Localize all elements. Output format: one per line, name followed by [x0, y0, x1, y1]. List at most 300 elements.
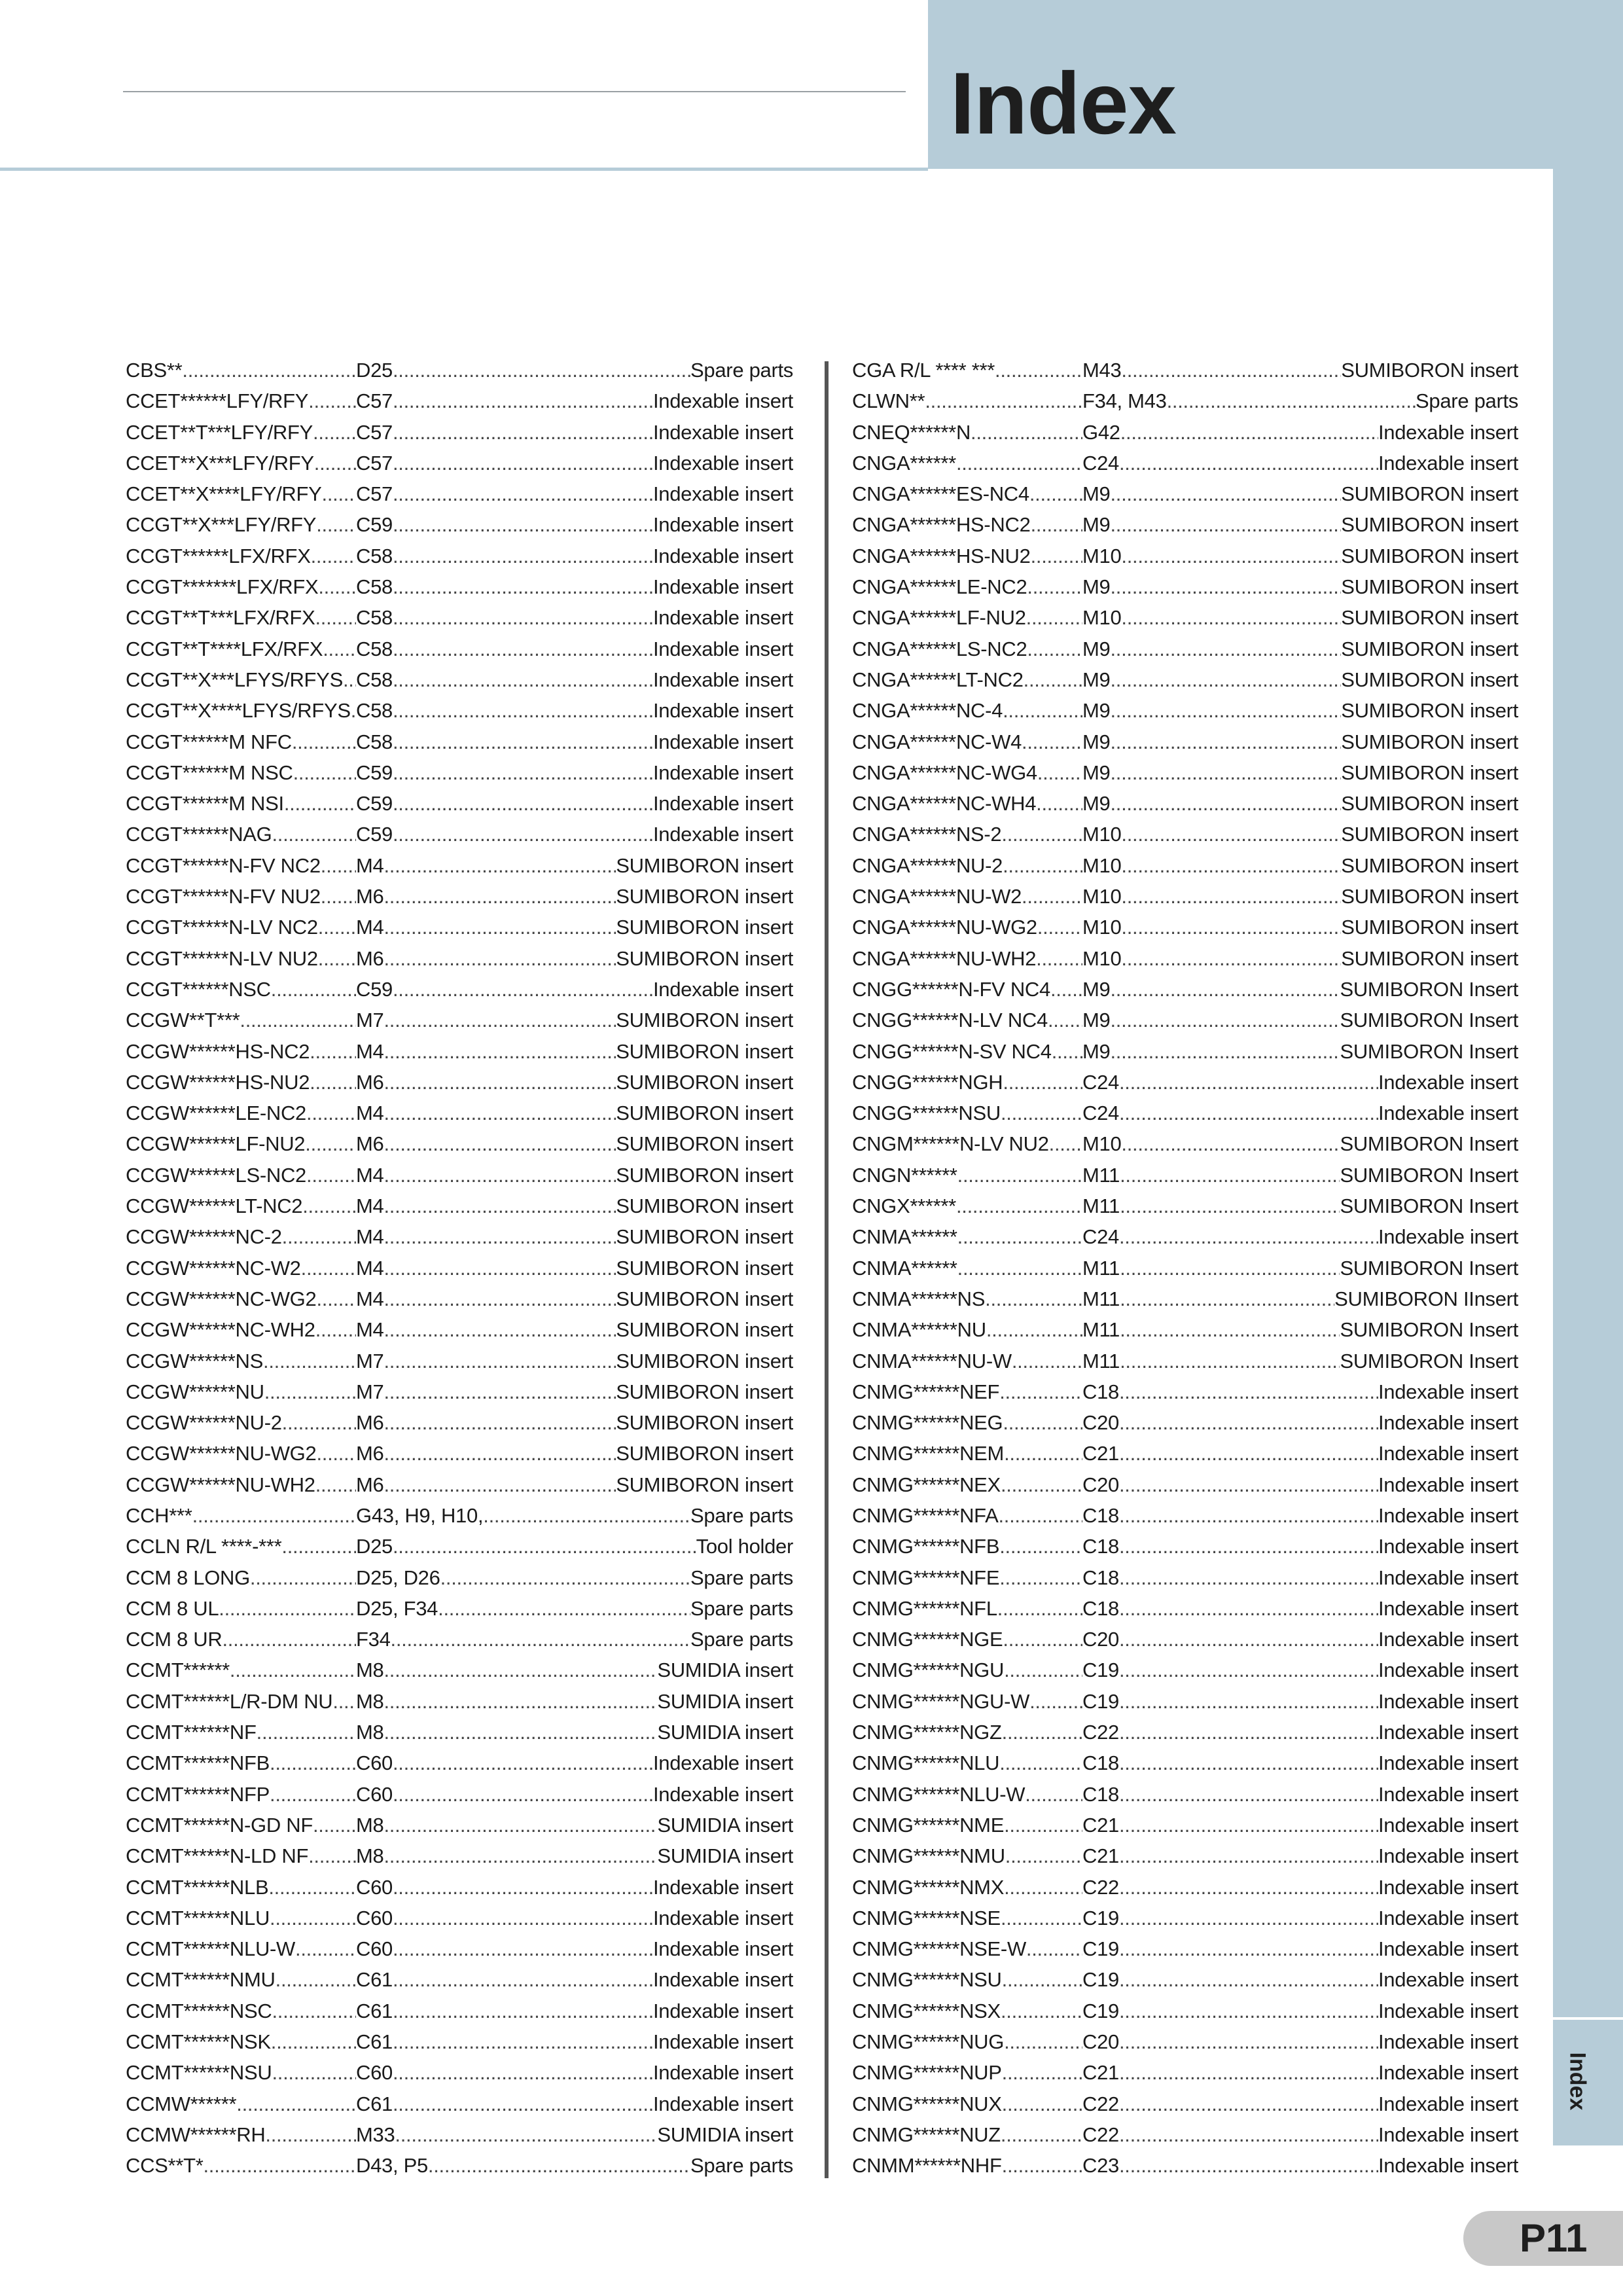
entry-page-ref[interactable]: C60 [356, 2061, 393, 2085]
entry-code-cell [126, 513, 356, 537]
leader-dots [1004, 1814, 1082, 1837]
entry-category: SUMIBORON insert [1341, 544, 1518, 567]
entry-category: Indexable insert [652, 699, 793, 723]
leader-dots [383, 885, 616, 908]
leader-dots [308, 389, 356, 413]
entry-page-ref[interactable]: M10 [1082, 1132, 1122, 1156]
entry-page-ref[interactable]: C24 [1082, 1070, 1119, 1094]
entry-page-ref[interactable]: C60 [356, 1782, 393, 1806]
entry-code: CNGA****** [852, 451, 956, 475]
entry-code: CNMG******NEG [852, 1411, 1003, 1435]
entry-category: Indexable insert [652, 2092, 793, 2115]
entry-page-ref[interactable]: M10 [1082, 823, 1122, 846]
index-entry [126, 1287, 793, 1318]
entry-page-ref[interactable]: M4 [356, 1102, 384, 1125]
index-entry [852, 730, 1518, 761]
entry-page-ref[interactable]: M6 [356, 885, 384, 908]
entry-page-ref[interactable]: C24 [1082, 1102, 1119, 1125]
index-entry [852, 545, 1518, 575]
index-entry [126, 2061, 793, 2092]
entry-page-ref[interactable]: M10 [1082, 853, 1122, 877]
entry-page-ref[interactable]: C18 [1082, 1596, 1119, 1620]
entry-code-cell [852, 1907, 1082, 1930]
entry-page-ref[interactable]: M9 [1082, 668, 1111, 691]
entry-code-cell [852, 1968, 1082, 1992]
entry-category: SUMIBORON insert [616, 1163, 793, 1187]
entry-category: SUMIBORON insert [616, 1349, 793, 1372]
entry-page-ref[interactable]: C57 [356, 482, 393, 506]
leader-dots [250, 1566, 356, 1590]
entry-page-ref[interactable]: M9 [1082, 761, 1111, 784]
entry-page-ref[interactable]: D25 [356, 359, 393, 382]
entry-code: CCGW******NC-2 [126, 1225, 282, 1249]
entry-page-ref[interactable]: M10 [1082, 916, 1122, 939]
entry-page-ref[interactable]: C19 [1082, 1689, 1119, 1713]
entry-page-ref[interactable]: M4 [356, 1225, 384, 1249]
entry-category: Indexable insert [1378, 1535, 1518, 1558]
entry-code: CGA R/L **** *** [852, 359, 995, 382]
leader-dots [957, 1164, 1082, 1187]
entry-page-ref[interactable]: C59 [356, 792, 393, 816]
entry-page-ref[interactable]: M43 [1082, 359, 1122, 382]
entry-page-ref[interactable]: M4 [356, 1318, 384, 1342]
entry-page-ref[interactable]: C18 [1082, 1535, 1119, 1558]
entry-page-ref[interactable]: C19 [1082, 1906, 1119, 1929]
entry-category: SUMIBORON insert [616, 1102, 793, 1125]
entry-category: SUMIBORON Insert [1340, 1318, 1518, 1342]
index-entry [126, 854, 793, 885]
entry-page-ref[interactable]: M8 [356, 1721, 384, 1744]
entry-category: Spare parts [690, 359, 793, 382]
entry-code: CCMW******RH [126, 2123, 266, 2146]
entry-code: CCGT**T***LFX/RFX [126, 606, 315, 630]
entry-page-ref[interactable]: M11 [1082, 1318, 1120, 1342]
entry-page-ref[interactable]: C18 [1082, 1782, 1119, 1806]
entry-code-cell [852, 1751, 1082, 1775]
entry-page-ref[interactable]: C61 [356, 2030, 393, 2054]
entry-category: Indexable insert [1378, 2154, 1518, 2178]
leader-dots [306, 1164, 356, 1187]
entry-code-cell [126, 1844, 356, 1868]
entry-page-ref[interactable]: C58 [356, 637, 393, 660]
entry-code: CCGW******NC-WG2 [126, 1287, 317, 1310]
leader-dots [1110, 637, 1341, 661]
entry-code-cell [126, 668, 356, 692]
entry-page-ref[interactable]: C58 [356, 606, 393, 630]
leader-dots [985, 1287, 1082, 1311]
leader-dots [383, 1102, 616, 1125]
entry-page-ref[interactable]: G43, H9, H10, [356, 1503, 484, 1527]
entry-page-ref[interactable]: M9 [1082, 977, 1111, 1001]
entry-category: Indexable insert [652, 2030, 793, 2054]
entry-page-ref[interactable]: F34, M43 [1082, 389, 1167, 413]
leader-dots [1119, 2030, 1378, 2054]
entry-category: SUMIBORON insert [1341, 916, 1518, 939]
entry-category: Indexable insert [652, 389, 793, 413]
leader-dots [393, 761, 653, 785]
entry-page-ref[interactable]: C21 [1082, 1442, 1119, 1465]
leader-dots [1120, 1350, 1340, 1373]
leader-dots [1119, 1783, 1378, 1806]
entry-code-cell [852, 1473, 1082, 1497]
entry-page-ref[interactable]: M8 [356, 1689, 384, 1713]
entry-page-ref[interactable]: C19 [1082, 1999, 1119, 2022]
entry-page-ref[interactable]: C60 [356, 1751, 393, 1775]
entry-category: Indexable insert [1378, 2061, 1518, 2085]
entry-code: CCGW******HS-NC2 [126, 1039, 310, 1063]
entry-category: Indexable insert [1378, 420, 1518, 444]
entry-page-ref[interactable]: M4 [356, 1039, 384, 1063]
entry-code-cell [126, 2092, 356, 2116]
index-entry [852, 947, 1518, 978]
entry-page-ref[interactable]: M9 [1082, 1039, 1111, 1063]
entry-page-ref[interactable]: M7 [356, 1349, 384, 1372]
entry-category: Indexable insert [652, 420, 793, 444]
entry-category: SUMIBORON Insert [1340, 1256, 1518, 1280]
leader-dots [440, 1566, 690, 1590]
leader-dots [383, 1814, 657, 1837]
entry-page-ref[interactable]: M11 [1082, 1287, 1120, 1310]
entry-page-ref[interactable]: C58 [356, 699, 393, 723]
entry-category: SUMIBORON Insert [1340, 1194, 1518, 1218]
entry-page-ref[interactable]: C59 [356, 513, 393, 537]
entry-page-ref[interactable]: D43, P5 [356, 2154, 428, 2178]
leader-dots [393, 359, 690, 382]
leader-dots [383, 947, 616, 971]
leader-dots [393, 2030, 653, 2054]
entry-page-ref[interactable]: D25, D26 [356, 1566, 440, 1589]
entry-code: CCGW******NU-2 [126, 1411, 282, 1435]
entry-code-cell [852, 1132, 1082, 1156]
entry-page-ref[interactable]: C18 [1082, 1751, 1119, 1775]
entry-page-ref[interactable]: C21 [1082, 1844, 1119, 1868]
entry-page-ref[interactable]: M9 [1082, 1009, 1111, 1032]
entry-page-ref[interactable]: C58 [356, 668, 393, 691]
leader-dots [393, 2000, 653, 2023]
entry-code: CCGT******M NFC [126, 730, 292, 753]
page-number: P11 [1520, 2216, 1588, 2260]
entry-page-ref[interactable]: M9 [1082, 637, 1111, 660]
entry-page-ref[interactable]: M6 [356, 946, 384, 970]
entry-category: Indexable insert [652, 792, 793, 816]
entry-page-ref[interactable]: C22 [1082, 1721, 1119, 1744]
entry-code: CNMG******NFB [852, 1535, 1000, 1558]
entry-page-ref[interactable]: M6 [356, 1070, 384, 1094]
entry-page-ref[interactable]: C22 [1082, 2092, 1119, 2115]
entry-page-ref[interactable]: C61 [356, 2092, 393, 2115]
entry-page-ref[interactable]: C60 [356, 1875, 393, 1899]
entry-page-ref[interactable]: C20 [1082, 1628, 1119, 1651]
leader-dots [1119, 1102, 1378, 1125]
entry-page-ref[interactable]: C57 [356, 389, 393, 413]
leader-dots [1121, 359, 1341, 382]
index-entry [126, 482, 793, 513]
index-entry [852, 1937, 1518, 1968]
entry-category: Indexable insert [1378, 2092, 1518, 2115]
index-entry [126, 1814, 793, 1844]
entry-category: SUMIBORON Insert [1340, 977, 1518, 1001]
entry-code: CNMA****** [852, 1256, 957, 1280]
entry-page-ref[interactable]: C59 [356, 761, 393, 784]
leader-dots [1031, 513, 1082, 537]
leader-dots [292, 730, 356, 754]
leader-dots [270, 1783, 356, 1806]
leader-dots [1119, 1751, 1378, 1775]
leader-dots [383, 1411, 616, 1435]
entry-page-ref[interactable]: M33 [356, 2123, 395, 2146]
entry-page-ref[interactable]: C57 [356, 420, 393, 444]
leader-dots [383, 1380, 616, 1404]
entry-code-cell [852, 1040, 1082, 1064]
entry-page-ref[interactable]: C18 [1082, 1380, 1119, 1403]
entry-code-cell [126, 1504, 356, 1528]
entry-page-ref[interactable]: C19 [1082, 1659, 1119, 1682]
leader-dots [1022, 730, 1082, 754]
index-entry [126, 1164, 793, 1194]
entry-page-ref[interactable]: M8 [356, 1813, 384, 1837]
leader-dots [1049, 1132, 1082, 1156]
entry-code-cell [126, 1071, 356, 1094]
entry-category: SUMIBORON insert [1341, 359, 1518, 382]
entry-page-ref[interactable]: D25 [356, 1535, 393, 1558]
entry-page-ref[interactable]: M4 [356, 1194, 384, 1218]
index-entry [852, 452, 1518, 482]
entry-code: CCGT******M NSC [126, 761, 293, 784]
entry-code: CCGW******HS-NU2 [126, 1070, 310, 1094]
index-entry [126, 389, 793, 420]
leader-dots [438, 1597, 690, 1621]
leader-dots [383, 1690, 657, 1713]
leader-dots [257, 1721, 356, 1744]
index-entry [852, 421, 1518, 452]
entry-code-cell [126, 637, 356, 661]
entry-page-ref[interactable]: C58 [356, 575, 393, 599]
entry-page-ref[interactable]: C18 [1082, 1503, 1119, 1527]
leader-dots [302, 1194, 356, 1218]
leader-dots [1050, 978, 1082, 1001]
entry-page-ref[interactable]: C22 [1082, 1875, 1119, 1899]
entry-page-ref[interactable]: M10 [1082, 885, 1122, 908]
index-entry [852, 699, 1518, 730]
index-entry [126, 1350, 793, 1380]
entry-page-ref[interactable]: C60 [356, 1906, 393, 1929]
entry-code-cell [126, 1473, 356, 1497]
leader-dots [1004, 2030, 1082, 2054]
entry-page-ref[interactable]: M7 [356, 1380, 384, 1403]
entry-code-cell [126, 482, 356, 506]
entry-page-ref[interactable]: C59 [356, 823, 393, 846]
entry-code-cell [126, 2154, 356, 2178]
entry-page-ref[interactable]: M8 [356, 1659, 384, 1682]
entry-page-ref[interactable]: C21 [1082, 1813, 1119, 1837]
leader-dots [1052, 1040, 1082, 1064]
index-entry [126, 668, 793, 699]
entry-page-ref[interactable]: C58 [356, 730, 393, 753]
entry-page-ref[interactable]: M9 [1082, 792, 1111, 816]
entry-page-ref[interactable]: M7 [356, 1009, 384, 1032]
entry-page-ref[interactable]: C60 [356, 1937, 393, 1961]
index-entry [852, 1844, 1518, 1875]
leader-dots [997, 1597, 1082, 1621]
entry-code: CCGW******LF-NU2 [126, 1132, 306, 1156]
entry-page-ref[interactable]: M6 [356, 1442, 384, 1465]
entry-page-ref[interactable]: C20 [1082, 1411, 1119, 1435]
entry-page-ref[interactable]: M9 [1082, 730, 1111, 753]
entry-code-cell [126, 885, 356, 908]
entry-code-cell [126, 1164, 356, 1187]
entry-code: CNMG******NLU [852, 1751, 1000, 1775]
index-entry [126, 1968, 793, 1999]
leader-dots [1110, 792, 1341, 816]
title-rule [123, 91, 906, 92]
leader-dots [1119, 1380, 1378, 1404]
index-entry [126, 730, 793, 761]
entry-page-ref[interactable]: C58 [356, 544, 393, 567]
index-entry [126, 1597, 793, 1628]
entry-page-ref[interactable]: C61 [356, 1968, 393, 1992]
leader-dots [1110, 575, 1341, 599]
entry-code-cell [852, 1535, 1082, 1558]
entry-page-ref[interactable]: C21 [1082, 2061, 1119, 2085]
entry-category: SUMIDIA insert [657, 1689, 793, 1713]
entry-code-cell [126, 1751, 356, 1775]
entry-code-cell [126, 1937, 356, 1961]
entry-page-ref[interactable]: M4 [356, 1256, 384, 1280]
entry-page-ref[interactable]: M6 [356, 1411, 384, 1435]
leader-dots [998, 1504, 1082, 1528]
entry-code: CCMW****** [126, 2092, 237, 2115]
entry-page-ref[interactable]: C57 [356, 451, 393, 475]
entry-code-cell [852, 1937, 1082, 1961]
entry-page-ref[interactable]: F34 [356, 1628, 391, 1651]
entry-code-cell [126, 947, 356, 971]
leader-dots [383, 1350, 616, 1373]
entry-code: CNGA******NC-4 [852, 699, 1003, 723]
entry-page-ref[interactable]: C20 [1082, 1473, 1119, 1496]
entry-code: CCMT******NLB [126, 1875, 269, 1899]
entry-page-ref[interactable]: C19 [1082, 1968, 1119, 1992]
leader-dots [999, 1535, 1082, 1558]
entry-page-ref[interactable]: C23 [1082, 2154, 1119, 2178]
entry-code: CNGA******LS-NC2 [852, 637, 1027, 660]
index-entry [126, 2000, 793, 2030]
leader-dots [393, 575, 653, 599]
entry-code: CNGG******N-SV NC4 [852, 1039, 1052, 1063]
entry-page-ref[interactable]: M4 [356, 916, 384, 939]
entry-page-ref[interactable]: C24 [1082, 1225, 1119, 1249]
leader-dots [322, 482, 356, 506]
index-entry [126, 359, 793, 389]
entry-page-ref[interactable]: M11 [1082, 1163, 1120, 1187]
leader-dots [1120, 1164, 1340, 1187]
leader-dots [293, 761, 356, 785]
entry-code-cell [852, 389, 1082, 413]
index-entry [126, 1504, 793, 1535]
entry-code: CCGT*******LFX/RFX [126, 575, 319, 599]
entry-category: SUMIBORON insert [616, 1442, 793, 1465]
entry-code: CNMG******NLU-W [852, 1782, 1026, 1806]
entry-code-cell [126, 2030, 356, 2054]
leader-dots [383, 916, 616, 939]
index-entry [852, 1009, 1518, 1039]
entry-page-ref[interactable]: M6 [356, 1132, 384, 1156]
leader-dots [393, 421, 653, 444]
entry-page-ref[interactable]: C19 [1082, 1937, 1119, 1961]
entry-category: Indexable insert [1378, 1380, 1518, 1403]
index-entry [852, 1380, 1518, 1411]
entry-page-ref[interactable]: M8 [356, 1844, 384, 1868]
entry-page-ref[interactable]: G42 [1082, 420, 1120, 444]
entry-code: CNMA****** [852, 1225, 957, 1249]
leader-dots [1119, 2000, 1378, 2023]
leader-dots [1119, 1535, 1378, 1558]
leader-dots [1121, 545, 1341, 568]
entry-category: Indexable insert [652, 1937, 793, 1961]
entry-page-ref[interactable]: M9 [1082, 513, 1111, 537]
entry-page-ref[interactable]: M9 [1082, 699, 1111, 723]
entry-category: Indexable insert [652, 2061, 793, 2085]
entry-page-ref[interactable]: C59 [356, 977, 393, 1001]
leader-dots [383, 1473, 616, 1497]
entry-code: CCGT******M NSI [126, 792, 284, 816]
entry-code: CNGA******NC-WG4 [852, 761, 1037, 784]
entry-category: Indexable insert [652, 1751, 793, 1775]
leader-dots [314, 452, 356, 475]
index-entry [852, 1164, 1518, 1194]
leader-dots [383, 1225, 616, 1249]
entry-code-cell [852, 482, 1082, 506]
leader-dots [393, 545, 653, 568]
entry-page-ref[interactable]: M4 [356, 853, 384, 877]
entry-page-ref[interactable]: M4 [356, 1163, 384, 1187]
index-entry [852, 2154, 1518, 2185]
leader-dots [395, 2123, 657, 2147]
index-entry [852, 389, 1518, 420]
entry-category: SUMIBORON insert [1341, 482, 1518, 506]
entry-page-ref[interactable]: M6 [356, 1473, 384, 1496]
leader-dots [1119, 1225, 1378, 1249]
leader-dots [270, 1907, 356, 1930]
entry-code-cell [852, 947, 1082, 971]
entry-page-ref[interactable]: M11 [1082, 1194, 1120, 1218]
entry-code-cell [126, 2123, 356, 2147]
entry-page-ref[interactable]: C24 [1082, 451, 1119, 475]
entry-page-ref[interactable]: C20 [1082, 2030, 1119, 2054]
entry-page-ref[interactable]: M10 [1082, 946, 1122, 970]
entry-page-ref[interactable]: C22 [1082, 2123, 1119, 2146]
leader-dots [310, 1040, 356, 1064]
entry-code: CNGA******ES-NC4 [852, 482, 1029, 506]
entry-page-ref[interactable]: M9 [1082, 482, 1111, 506]
entry-category: SUMIBORON insert [616, 853, 793, 877]
entry-category: Indexable insert [1378, 1411, 1518, 1435]
entry-page-ref[interactable]: D25, F34 [356, 1596, 438, 1620]
leader-dots [999, 1566, 1082, 1590]
entry-page-ref[interactable]: M10 [1082, 606, 1122, 630]
entry-page-ref[interactable]: C18 [1082, 1566, 1119, 1589]
entry-page-ref[interactable]: M4 [356, 1287, 384, 1310]
index-entry [126, 1566, 793, 1597]
entry-page-ref[interactable]: M9 [1082, 575, 1111, 599]
leader-dots [1002, 2092, 1082, 2116]
entry-code: CNMG******NUZ [852, 2123, 1001, 2146]
entry-page-ref[interactable]: C61 [356, 1999, 393, 2022]
leader-dots [1048, 1009, 1082, 1032]
entry-page-ref[interactable]: M11 [1082, 1256, 1120, 1280]
entry-page-ref[interactable]: M10 [1082, 544, 1122, 567]
entry-page-ref[interactable]: M11 [1082, 1349, 1120, 1372]
leader-dots [393, 978, 653, 1001]
